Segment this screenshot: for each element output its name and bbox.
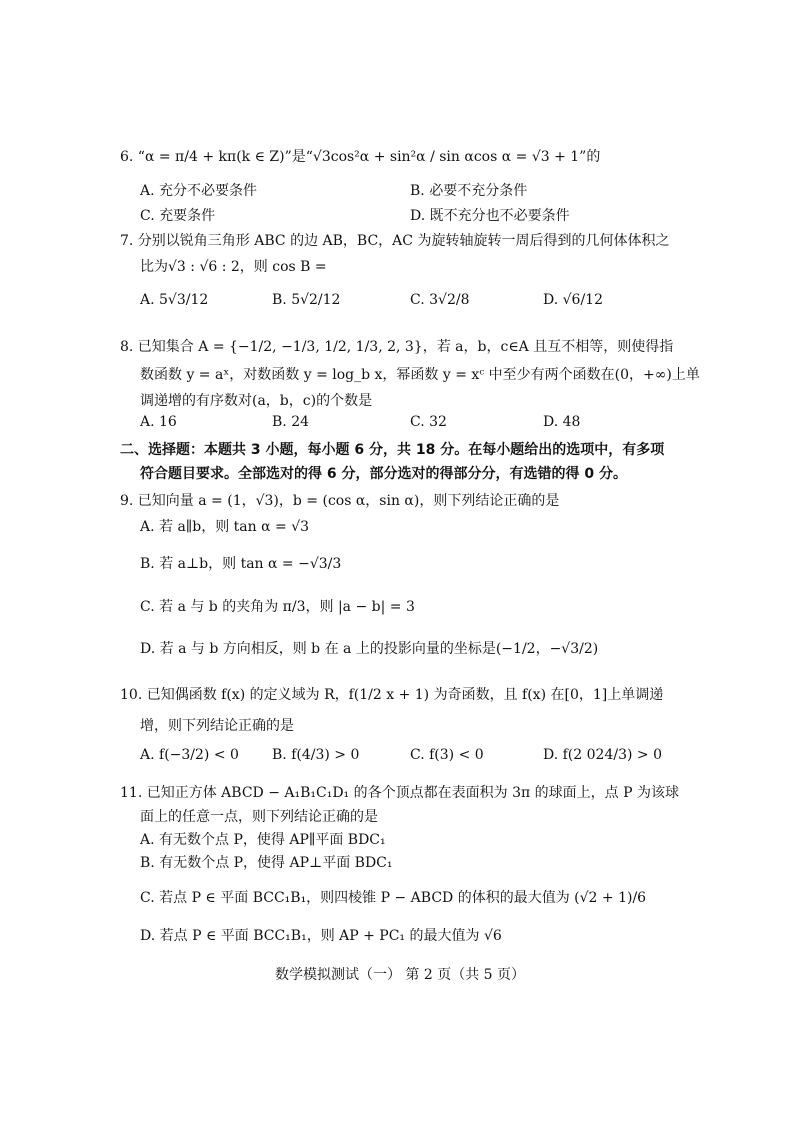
q11-option-a: A. 有无数个点 P，使得 AP∥平面 BDC₁ [140,832,386,848]
q7-stem-line2: 比为√3 : √6 : 2，则 cos B = [140,259,327,275]
q6-option-b: B. 必要不充分条件 [410,183,528,199]
q10-option-d: D. f(2 024/3) > 0 [543,747,662,763]
q11-stem-line2: 面上的任意一点，则下列结论正确的是 [140,809,378,825]
q8-option-c: C. 32 [410,414,447,430]
q9-stem: 9. 已知向量 a = (1，√3)，b = (cos α，sin α)，则下列结论正确的是 [120,493,560,509]
q8-stem-line1: 8. 已知集合 A = {−1/2, −1/3, 1/2, 1/3, 2, 3}，若 a，b，c∈A 且互不相等，则使得指 [120,339,674,355]
q8-option-b: B. 24 [272,414,310,430]
q6-option-c: C. 充要条件 [140,208,216,224]
page-footer: 数学模拟测试（一） 第 2 页（共 5 页） [274,967,526,983]
q11-option-c: C. 若点 P ∈ 平面 BCC₁B₁，则四棱锥 P − ABCD 的体积的最大值为 (√2 + 1)/6 [140,890,647,906]
q11-option-d: D. 若点 P ∈ 平面 BCC₁B₁，则 AP + PC₁ 的最大值为 √6 [140,928,502,944]
q9-option-b: B. 若 a⊥b，则 tan α = −√3/3 [140,556,342,572]
q7-option-b: B. 5√2/12 [272,292,341,308]
q7-option-d: D. √6/12 [543,292,603,308]
q8-stem-line2: 数函数 y = aˣ，对数函数 y = log_b x，幂函数 y = xᶜ 中至少有两个函数在(0，+∞)上单 [140,367,700,383]
q6-option-a: A. 充分不必要条件 [140,183,258,199]
section2-heading: 二、选择题：本题共 3 小题，每小题 6 分，共 18 分。在每小题给出的选项中，有多项 [120,442,665,458]
q7-option-c: C. 3√2/8 [410,292,470,308]
q10-option-b: B. f(4/3) > 0 [272,747,360,763]
q7-stem-line1: 7. 分别以锐角三角形 ABC 的边 AB，BC，AC 为旋转轴旋转一周后得到的几何体体积之 [120,233,670,249]
q11-stem-line1: 11. 已知正方体 ABCD − A₁B₁C₁D₁ 的各个顶点都在表面积为 3π 的球面上，点 P 为该球 [120,785,679,801]
section2-heading-line2: 符合题目要求。全部选对的得 6 分，部分选对的得部分分，有选错的得 0 分。 [140,466,627,482]
q8-option-d: D. 48 [543,414,581,430]
q11-option-b: B. 有无数个点 P，使得 AP⊥平面 BDC₁ [140,855,393,871]
q6-stem: 6. “α = π/4 + kπ(k ∈ Z)”是“√3cos²α + sin²α / sin αcos α = √3 + 1”的 [120,149,601,165]
q10-stem-line1: 10. 已知偶函数 f(x) 的定义域为 R，f(1/2 x + 1) 为奇函数，且 f(x) 在[0，1]上单调递 [120,687,664,703]
q9-option-a: A. 若 a∥b，则 tan α = √3 [140,519,310,535]
q8-option-a: A. 16 [140,414,177,430]
q10-option-c: C. f(3) < 0 [410,747,484,763]
q6-option-d: D. 既不充分也不必要条件 [410,208,570,224]
q10-stem-line2: 增，则下列结论正确的是 [140,718,294,734]
q7-option-a: A. 5√3/12 [140,292,209,308]
q9-option-c: C. 若 a 与 b 的夹角为 π/3，则 |a − b| = 3 [140,599,415,615]
q10-option-a: A. f(−3/2) < 0 [140,747,239,763]
q8-stem-line3: 调递增的有序数对(a，b，c)的个数是 [140,393,373,409]
q9-option-d: D. 若 a 与 b 方向相反，则 b 在 a 上的投影向量的坐标是(−1/2，−√3/2) [140,641,599,657]
